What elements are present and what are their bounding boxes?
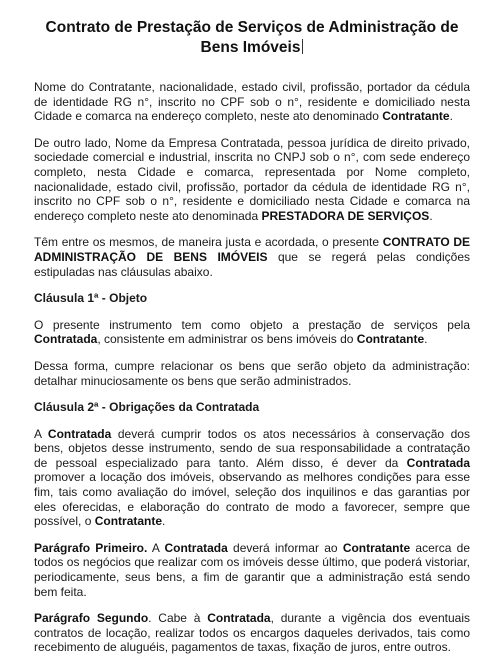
paragraph-end: . [424,332,428,347]
paragraph-text: A [34,426,48,441]
bold-term: Parágrafo Segundo [34,611,149,626]
bold-term: Contratada [34,332,98,347]
paragraph-end: . [449,109,453,124]
paragraph-segundo[interactable] [34,611,470,655]
bold-term: Contratada [47,426,112,441]
paragraph-contratada[interactable] [34,136,470,224]
paragraph-text: A [147,540,165,555]
title-line-1: Contrato de Prestação de Serviços de Administração de [45,19,459,36]
bold-term: PRESTADORA DE SERVIÇOS [261,208,430,223]
paragraph-text: . Cabe à [148,611,208,626]
paragraph-contratante[interactable] [34,80,470,124]
bold-term: Contratante [94,514,163,529]
bold-term: Contratada [164,540,228,555]
paragraph-text: deverá cumprir todos os atos necessários à conservação dos bens, objetos desse instrumento, sendo de sua responsabilidade a contratação de pessoal especializado para tanto. Além disso, é dever da [34,426,470,470]
paragraph-text: O presente instrumento tem como objeto a prestação de serviços pela [34,317,470,332]
bold-term: Contratada [207,611,271,626]
paragraph-end: que se regerá pelas condições estipuladas nas cláusulas abaixo. [34,249,470,279]
paragraph-text: De outro lado, Nome da Empresa Contratada, pessoa jurídica de direito privado, sociedade comercial e industrial, inscrita no CNPJ sob o n°, com sede endereço completo, nesta Cidade e comarca, representada por Nome completo, nacionalidade, estado civil, profissão, portador da cédula de identidade RG n°, inscrito no CPF sob o n°, residente e domiciliado nesta Cidade e comarca na endereço completo neste ato denominada [34,135,470,223]
bold-term: Contratante [342,540,411,555]
paragraph-bens[interactable]: Dessa forma, cumpre relacionar os bens que serão objeto da administração: detalhar minuciosamente os bens que serão administrados. [34,358,470,388]
paragraph-text: promover a locação dos imóveis, observando as melhores condições para esse fim, tais como avaliação do imóvel, seleção dos inquilinos e das garantias por eles oferecidas, e elaboração do contrato de modo a favorecer, sempre que possível, o [34,470,470,529]
paragraph-objeto[interactable] [34,318,470,347]
bold-term: Contratante [382,109,450,124]
paragraph-end: acerca de todos os negócios que realizar com os imóveis desse último, que poderá vistoriar, periodicamente, seus bens, a fim de garantir que a administração está sendo bem feita. [34,540,470,599]
paragraph-end: . [429,208,433,223]
paragraph-text: Nome do Contratante, nacionalidade, estado civil, profissão, portador da cédula de identidade RG n°, inscrito no CPF sob o n°, residente e domiciliado nesta Cidade e comarca na endereço completo, neste ato denominado [34,80,470,124]
bold-term: Contratante [356,332,425,347]
clause-1-heading[interactable]: Cláusula 1ª - Objeto [34,291,148,306]
bold-term: Contratada [406,455,470,470]
paragraph-primeiro[interactable] [34,541,470,599]
paragraph-text: , consistente em administrar os bens imóveis do [97,332,357,347]
bold-term: Parágrafo Primeiro. [34,540,148,555]
title-line-2: Bens Imóveis [200,39,301,56]
clause-2-heading[interactable]: Cláusula 2ª - Obrigações da Contratada [34,400,260,415]
text-cursor [302,39,303,54]
paragraph-agreement[interactable] [34,235,470,279]
bold-term: CONTRATO DE ADMINISTRAÇÃO DE BENS IMÓVEIS [34,235,471,264]
paragraph-text: Têm entre os mesmos, de maneira justa e acordada, o presente [34,235,383,250]
paragraph-obrigacoes[interactable] [34,427,470,529]
paragraph-text: deverá informar ao [227,540,343,555]
paragraph-end: , durante a vigência dos eventuais contratos de locação, realizar todos os encargos daqueles derivados, tais como recebimento de aluguéis, pagamentos de taxas, fixação de juros, entre outros. [34,611,470,655]
document-title [34,18,470,58]
paragraph-end: . [162,514,166,529]
